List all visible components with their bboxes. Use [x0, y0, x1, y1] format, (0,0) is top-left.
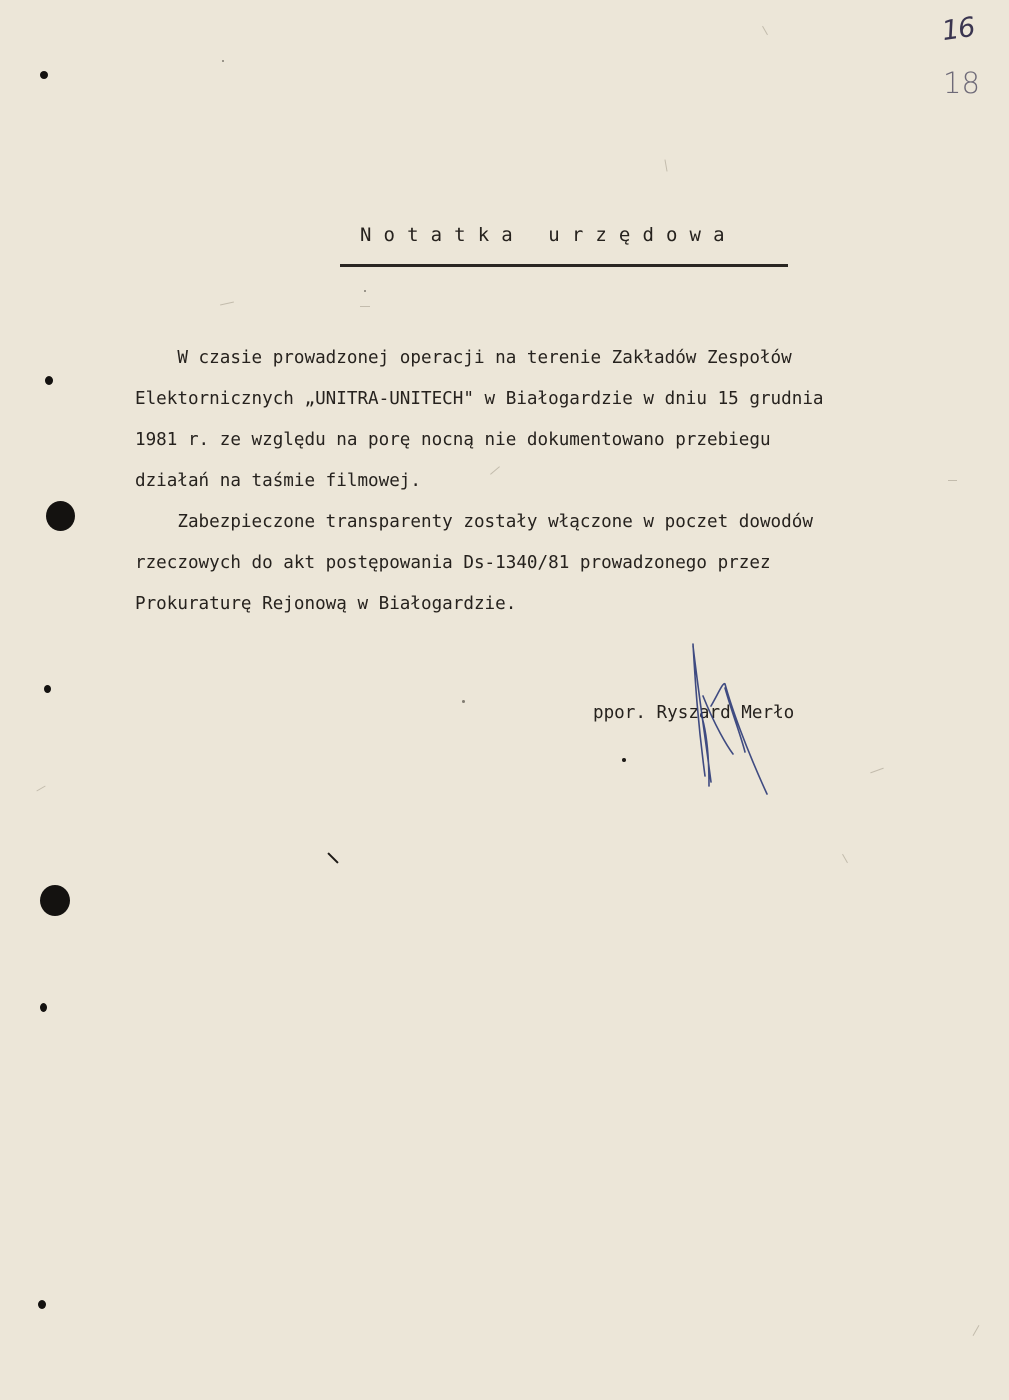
punch-hole-small [44, 685, 51, 693]
title-underline [340, 264, 788, 267]
paper-speck [622, 758, 626, 762]
paper-fiber [842, 854, 848, 863]
archive-page-number-pencil: 18 [943, 66, 980, 100]
handwritten-signature [675, 636, 785, 806]
punch-hole-small [40, 71, 48, 79]
punch-hole-large [40, 885, 70, 916]
paper-fiber [36, 786, 45, 792]
punch-hole-large [46, 501, 75, 531]
paper-speck [364, 290, 366, 292]
paper-fiber [360, 306, 370, 307]
text-line: W czasie prowadzonej operacji na terenie Zakładów Zespołów [135, 348, 792, 368]
paper-fiber [220, 302, 234, 306]
signatory-name: ppor. Ryszard Merło [593, 703, 795, 723]
punch-hole-small [38, 1300, 46, 1309]
text-line: Elektornicznych „UNITRA-UNITECH" w Białogardzie w dniu 15 grudnia [135, 389, 824, 409]
paper-fiber [762, 26, 768, 35]
text-line: Zabezpieczone transparenty zostały włączone w poczet dowodów [135, 512, 813, 532]
ink-mark [327, 852, 338, 863]
paper-fiber [973, 1325, 980, 1336]
text-line: Prokuraturę Rejonową w Białogardzie. [135, 594, 517, 614]
archive-page-number-handwritten: 16 [940, 11, 977, 48]
text-line: działań na taśmie filmowej. [135, 471, 421, 491]
text-line: rzeczowych do akt postępowania Ds-1340/81 prowadzonego przez [135, 553, 771, 573]
paper-fiber [870, 768, 883, 774]
paper-fiber [664, 160, 667, 172]
punch-hole-small [40, 1003, 47, 1012]
paragraph-1 [135, 338, 975, 502]
paragraph-2 [135, 502, 975, 625]
text-line: 1981 r. ze względu na porę nocną nie dokumentowano przebiegu [135, 430, 771, 450]
punch-hole-small [45, 376, 53, 385]
paper-speck [462, 700, 465, 703]
paper-speck [222, 60, 224, 62]
document-title: Notatka urzędowa [360, 224, 737, 246]
